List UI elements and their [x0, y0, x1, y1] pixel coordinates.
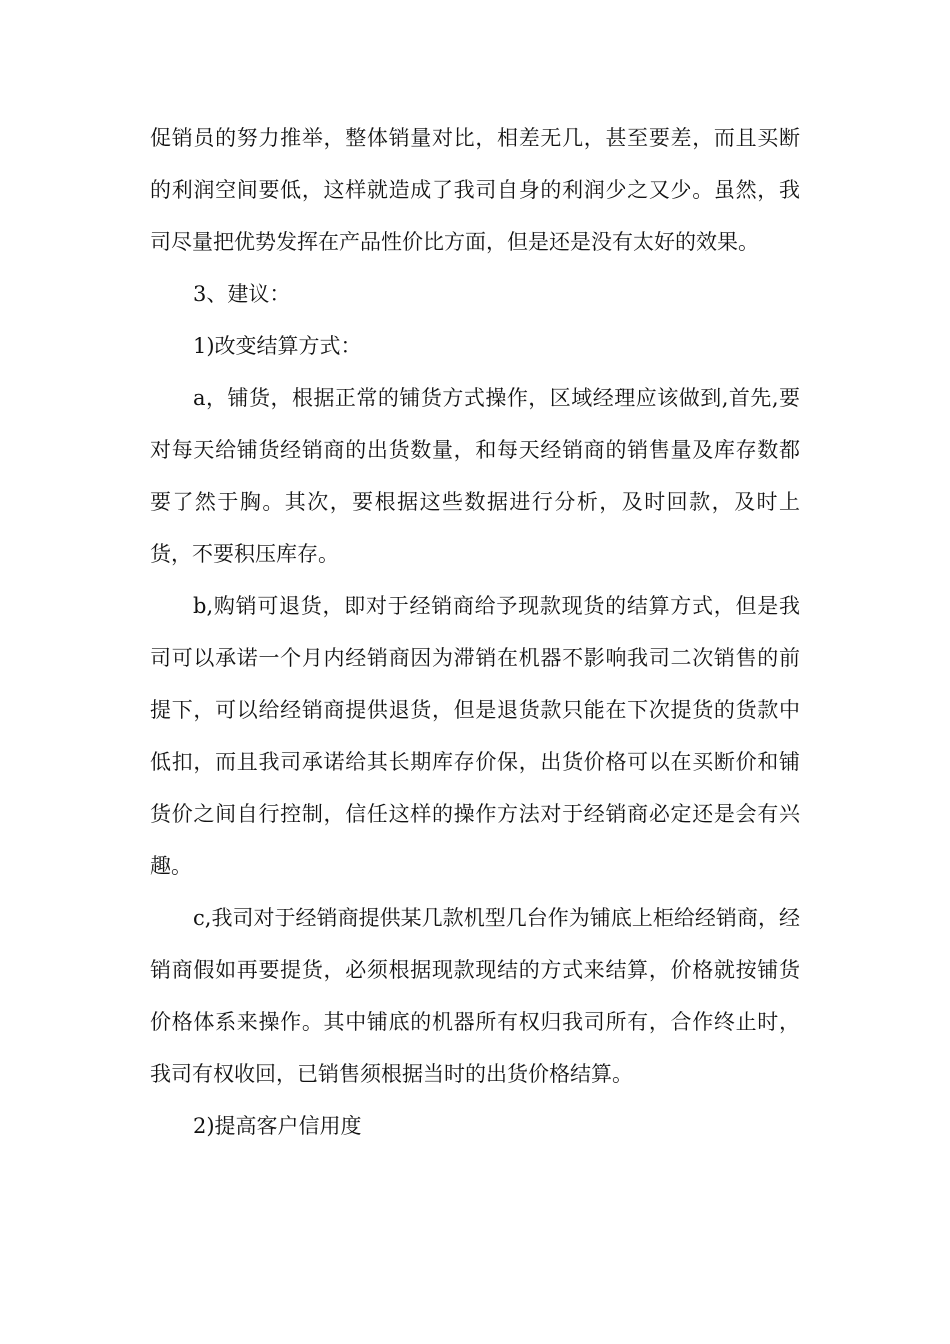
paragraph-7: 2)提高客户信用度 — [193, 1114, 362, 1138]
document-body — [150, 112, 800, 1152]
paragraph-6: c,我司对于经销商提供某几款机型几台作为铺底上柜给经销商，经销商假如再要提货，必须根据现款现结的方式来结算，价格就按铺货价格体系来操作。其中铺底的机器所有权归我司所有，合作终止时，我司有权收回，已销售须根据当时的出货价格结算。 — [150, 906, 800, 1086]
paragraph-4: a，铺货，根据正常的铺货方式操作，区域经理应该做到,首先,要对每天给铺货经销商的出货数量，和每天经销商的销售量及库存数都要了然于胸。其次，要根据这些数据进行分析，及时回款，及时上货，不要积压库存。 — [150, 386, 800, 566]
paragraph-1: 促销员的努力推举，整体销量对比，相差无几，甚至要差，而且买断的利润空间要低，这样就造成了我司自身的利润少之又少。虽然，我司尽量把优势发挥在产品性价比方面，但是还是没有太好的效果。 — [150, 126, 800, 254]
paragraph-3: 1)改变结算方式： — [193, 334, 362, 358]
paragraph-2: 3、建议： — [193, 282, 291, 306]
paragraph-5: b,购销可退货，即对于经销商给予现款现货的结算方式，但是我司可以承诺一个月内经销商因为滞销在机器不影响我司二次销售的前提下，可以给经销商提供退货，但是退货款只能在下次提货的货款中低扣，而且我司承诺给其长期库存价保，出货价格可以在买断价和铺货价之间自行控制，信任这样的操作方法对于经销商必定还是会有兴趣。 — [150, 594, 800, 878]
